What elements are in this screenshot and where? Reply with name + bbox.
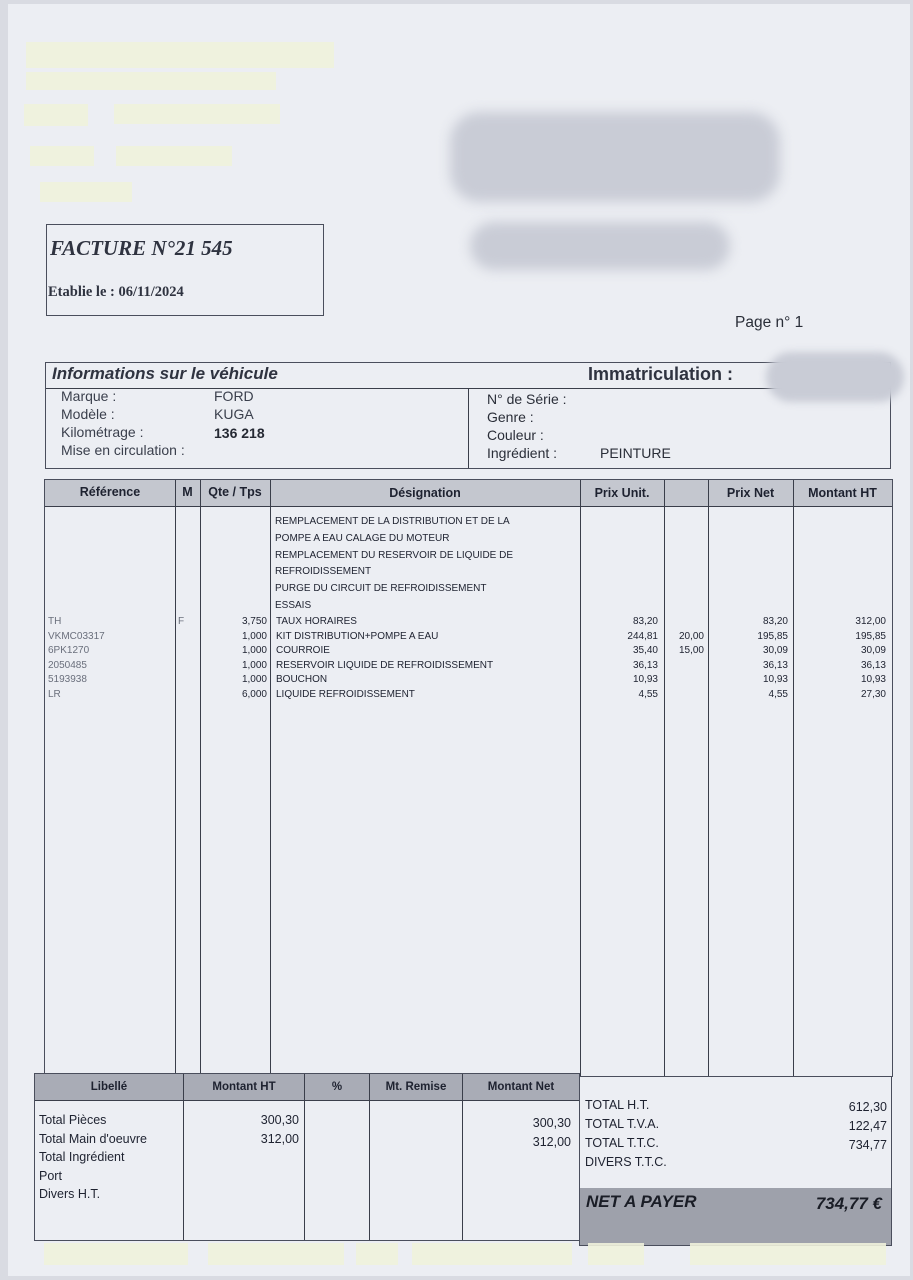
summary-net-values	[463, 1114, 571, 1151]
item-net-price: 36,13	[762, 659, 788, 671]
color-label: Couleur :	[487, 427, 544, 443]
brand-label: Marque :	[61, 388, 117, 404]
item-designation: KIT DISTRIBUTION+POMPE A EAU	[276, 630, 439, 642]
item-net-price: 30,09	[762, 645, 788, 656]
item-unit-price: 10,93	[632, 674, 658, 685]
page-number: Page n° 1	[735, 314, 804, 331]
summary-col-divider	[183, 1074, 184, 1240]
item-designation: TAUX HORAIRES	[276, 616, 357, 627]
item-designation: LIQUIDE REFROIDISSEMENT	[276, 688, 415, 700]
item-designation: COURROIE	[276, 645, 330, 656]
total-tva-label: TOTAL T.V.A.	[585, 1117, 660, 1131]
blurred-customer-city	[470, 222, 730, 270]
header-unit-price: Prix Unit.	[594, 486, 650, 500]
redacted-address-part	[114, 104, 280, 124]
vehicle-column-divider	[468, 388, 469, 468]
redacted-phone-part	[116, 146, 232, 166]
net-to-pay-value: 734,77 €	[815, 1194, 882, 1213]
redacted-phone-part	[30, 146, 94, 166]
col-divider	[200, 480, 201, 1076]
description-line: REMPLACEMENT DU RESERVOIR DE LIQUIDE DE	[275, 549, 514, 561]
header-amount: Montant HT	[808, 486, 877, 500]
summary-header-remise: Mt. Remise	[370, 1074, 462, 1100]
summary-header-pct: %	[305, 1074, 369, 1100]
summary-net-value: 300,30	[532, 1116, 571, 1130]
description-line: REFROIDISSEMENT	[275, 566, 372, 578]
item-qty: 1,000	[241, 659, 267, 671]
summary-label: Total Pièces	[39, 1113, 107, 1127]
header-qty: Qte / Tps	[208, 485, 262, 499]
item-amount: 27,30	[860, 688, 886, 700]
summary-header-divider	[35, 1100, 579, 1101]
redacted-footer	[208, 1243, 344, 1265]
redacted-company-line	[26, 72, 276, 90]
item-unit-price: 83,20	[632, 616, 658, 627]
summary-col-divider	[369, 1074, 370, 1240]
item-reference: TH	[48, 616, 62, 627]
col-divider	[664, 480, 665, 1076]
col-divider	[708, 480, 709, 1076]
summary-ht-value: 300,30	[260, 1113, 299, 1127]
invoice-date: Etablie le : 06/11/2024	[48, 284, 184, 300]
redacted-footer	[356, 1243, 398, 1265]
totals-labels	[585, 1096, 667, 1172]
redacted-company-name	[26, 42, 334, 68]
summary-header-ht: Montant HT	[184, 1074, 304, 1100]
item-net-price: 195,85	[757, 630, 788, 642]
redacted-footer	[588, 1243, 644, 1265]
summary-labels	[39, 1111, 147, 1204]
blurred-customer-address	[450, 112, 780, 202]
summary-col-divider	[304, 1074, 305, 1240]
item-amount: 312,00	[855, 616, 886, 627]
redacted-footer	[412, 1243, 572, 1265]
summary-label: Divers H.T.	[39, 1187, 101, 1201]
item-reference: VKMC03317	[48, 630, 105, 642]
redacted-address-part	[24, 104, 88, 126]
item-unit-price: 35,40	[632, 645, 658, 656]
item-discount: 20,00	[678, 630, 704, 642]
work-description	[275, 514, 513, 615]
item-reference: LR	[48, 688, 61, 700]
model-label: Modèle :	[61, 406, 115, 422]
header-m: M	[182, 485, 193, 499]
item-net-price: 83,20	[762, 616, 788, 627]
mileage-value: 136 218	[214, 425, 265, 441]
summary-label: Port	[39, 1168, 62, 1183]
summary-ht-value: 312,00	[260, 1131, 299, 1146]
header-reference: Référence	[79, 485, 141, 499]
col-divider	[175, 480, 176, 1076]
items-header-divider	[45, 506, 892, 507]
item-qty: 1,000	[241, 645, 267, 656]
col-divider	[793, 480, 794, 1076]
registration-label: Immatriculation :	[588, 364, 734, 384]
item-qty: 1,000	[241, 630, 267, 642]
model-value: KUGA	[214, 406, 254, 422]
totals-values	[780, 1098, 887, 1155]
item-m: F	[178, 616, 185, 627]
item-qty: 6,000	[241, 688, 267, 700]
item-unit-price: 36,13	[632, 659, 658, 671]
item-amount: 10,93	[860, 674, 886, 685]
total-ht-label: TOTAL H.T.	[585, 1098, 650, 1112]
item-amount: 36,13	[860, 659, 886, 671]
item-qty: 3,750	[241, 616, 267, 627]
item-net-price: 4,55	[768, 688, 788, 700]
summary-header-net: Montant Net	[463, 1074, 579, 1100]
description-line: ESSAIS	[275, 599, 312, 611]
item-unit-price: 244,81	[627, 630, 658, 642]
serial-label: N° de Série :	[487, 391, 567, 407]
summary-ht-values	[184, 1111, 299, 1148]
header-net-price: Prix Net	[726, 486, 775, 500]
total-tva-value: 122,47	[848, 1119, 887, 1133]
summary-label: Total Main d'oeuvre	[39, 1131, 148, 1146]
description-line: PURGE DU CIRCUIT DE REFROIDISSEMENT	[275, 583, 487, 595]
divers-ttc-label: DIVERS T.T.C.	[585, 1155, 667, 1169]
item-designation: BOUCHON	[276, 674, 328, 685]
redacted-footer	[44, 1243, 188, 1265]
net-to-pay-label: NET A PAYER	[586, 1192, 697, 1211]
summary-label: Total Ingrédient	[39, 1150, 125, 1164]
item-reference: 6PK1270	[48, 645, 90, 656]
genre-label: Genre :	[487, 409, 534, 425]
item-discount: 15,00	[678, 645, 704, 656]
summary-col-divider	[462, 1074, 463, 1240]
brand-value: FORD	[214, 388, 254, 404]
blurred-registration-plate	[766, 352, 904, 402]
ingredient-value: PEINTURE	[600, 445, 671, 461]
first-registration-label: Mise en circulation :	[61, 442, 185, 458]
total-ht-value: 612,30	[848, 1100, 887, 1114]
ingredient-label: Ingrédient :	[487, 445, 558, 461]
item-net-price: 10,93	[762, 674, 788, 685]
col-divider	[270, 480, 271, 1076]
description-line: POMPE A EAU CALAGE DU MOTEUR	[275, 532, 450, 544]
invoice-title: FACTURE N°21 545	[50, 236, 233, 260]
summary-net-value: 312,00	[532, 1134, 571, 1149]
mileage-label: Kilométrage :	[61, 424, 144, 440]
col-divider	[580, 480, 581, 1076]
item-qty: 1,000	[241, 674, 267, 685]
summary-header-label: Libellé	[35, 1074, 183, 1100]
item-amount: 30,09	[860, 645, 886, 656]
redacted-footer	[690, 1243, 886, 1265]
item-designation: RESERVOIR LIQUIDE DE REFROIDISSEMENT	[276, 659, 494, 671]
item-unit-price: 4,55	[638, 688, 658, 700]
total-ttc-value: 734,77	[848, 1138, 887, 1152]
vehicle-info-heading: Informations sur le véhicule	[52, 364, 278, 383]
header-designation: Désignation	[389, 486, 461, 500]
item-reference: 5193938	[48, 674, 87, 685]
total-ttc-label: TOTAL T.T.C.	[585, 1136, 659, 1150]
item-reference: 2050485	[48, 659, 87, 671]
description-line: REMPLACEMENT DE LA DISTRIBUTION ET DE LA	[275, 516, 510, 527]
redacted-siret	[40, 182, 132, 202]
item-amount: 195,85	[855, 630, 886, 642]
